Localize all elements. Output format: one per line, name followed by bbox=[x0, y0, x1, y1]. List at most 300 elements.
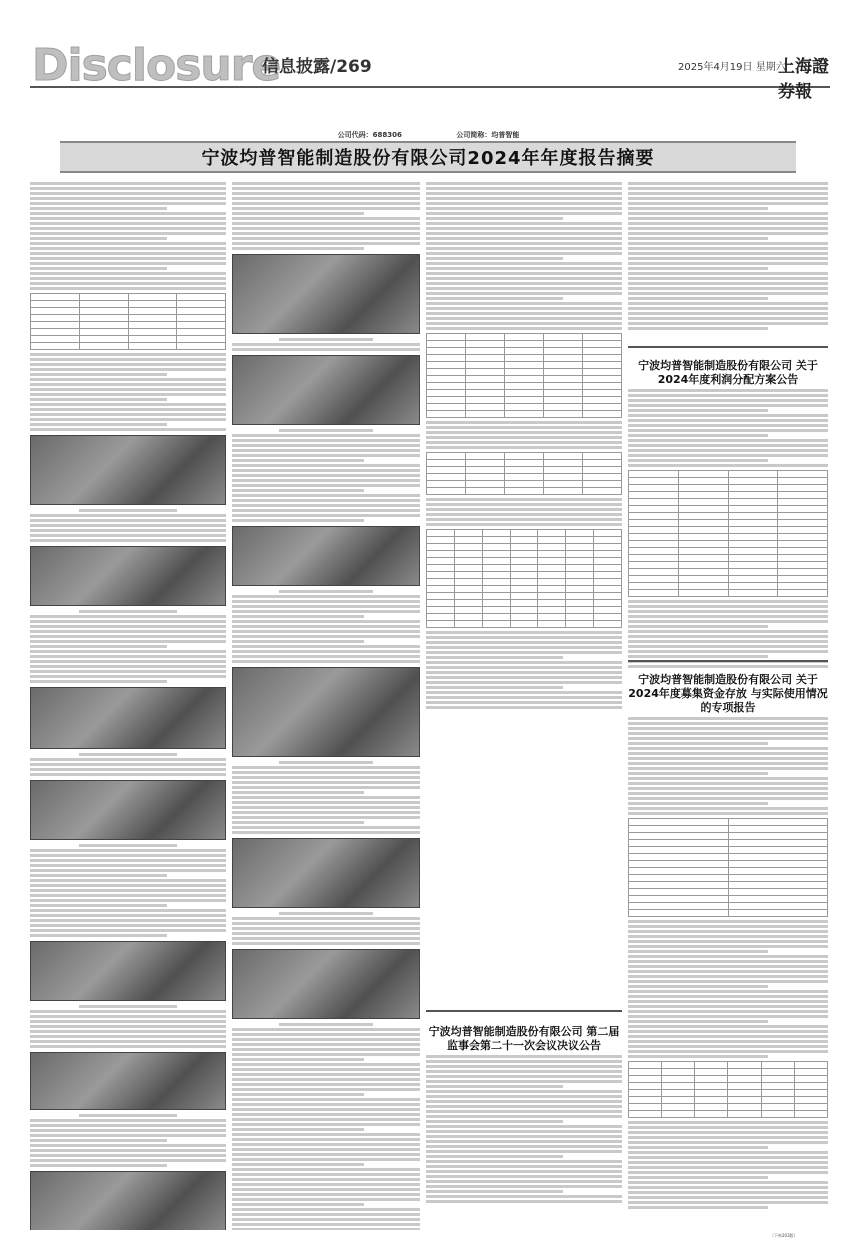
text-line bbox=[232, 1108, 420, 1111]
text-line bbox=[30, 645, 167, 648]
data-table bbox=[628, 818, 828, 917]
text-line bbox=[232, 625, 420, 628]
text-line bbox=[232, 1098, 420, 1101]
text-line bbox=[628, 287, 828, 290]
text-line bbox=[628, 1055, 768, 1058]
text-line bbox=[30, 899, 226, 902]
text-line bbox=[30, 257, 226, 260]
photo-caption bbox=[79, 753, 177, 756]
text-line bbox=[426, 1095, 622, 1098]
text-line bbox=[628, 940, 828, 943]
notice-header bbox=[628, 664, 828, 669]
text-line bbox=[426, 212, 622, 215]
text-line bbox=[426, 636, 622, 639]
column-4 bbox=[628, 180, 828, 340]
text-line bbox=[628, 742, 768, 745]
text-line bbox=[30, 272, 226, 275]
text-line bbox=[30, 378, 226, 381]
text-line bbox=[30, 197, 226, 200]
text-line bbox=[426, 1200, 622, 1203]
text-line bbox=[628, 257, 828, 260]
text-line bbox=[232, 1128, 364, 1131]
text-line bbox=[232, 444, 420, 447]
text-line bbox=[30, 763, 226, 766]
text-line bbox=[232, 1213, 420, 1216]
text-line bbox=[30, 413, 226, 416]
text-line bbox=[426, 1105, 622, 1108]
text-line bbox=[232, 831, 420, 834]
text-line bbox=[426, 503, 622, 506]
text-line bbox=[232, 816, 420, 819]
text-line bbox=[30, 1025, 226, 1028]
text-line bbox=[426, 508, 622, 511]
factory-photo bbox=[232, 667, 420, 757]
text-line bbox=[628, 732, 828, 735]
text-line bbox=[426, 421, 622, 424]
text-line bbox=[232, 217, 420, 220]
text-line bbox=[628, 722, 828, 725]
text-line bbox=[232, 479, 420, 482]
text-line bbox=[232, 1088, 420, 1091]
text-line bbox=[232, 1218, 420, 1221]
text-line bbox=[426, 691, 622, 694]
text-line bbox=[628, 317, 828, 320]
text-line bbox=[232, 1198, 420, 1201]
text-line bbox=[232, 1208, 420, 1211]
text-line bbox=[232, 514, 420, 517]
text-line bbox=[232, 771, 420, 774]
data-table bbox=[628, 1061, 828, 1118]
text-line bbox=[628, 1131, 828, 1134]
text-line bbox=[232, 182, 420, 185]
text-line bbox=[30, 358, 226, 361]
text-line bbox=[232, 1178, 420, 1181]
text-line bbox=[628, 217, 828, 220]
notice-title: 宁波均普智能制造股份有限公司 关于2024年度利润分配方案公告 bbox=[638, 359, 818, 386]
text-line bbox=[426, 666, 622, 669]
text-line bbox=[232, 645, 420, 648]
text-line bbox=[628, 752, 828, 755]
text-line bbox=[628, 600, 828, 603]
text-line bbox=[628, 777, 828, 780]
text-line bbox=[426, 1110, 622, 1113]
text-line bbox=[232, 343, 420, 346]
photo-caption bbox=[79, 610, 177, 613]
text-line bbox=[426, 631, 622, 634]
factory-photo bbox=[30, 941, 226, 1001]
text-line bbox=[628, 1005, 828, 1008]
column-1 bbox=[30, 180, 226, 1230]
text-line bbox=[232, 509, 420, 512]
text-line bbox=[232, 207, 420, 210]
data-table bbox=[426, 452, 622, 495]
text-line bbox=[426, 671, 622, 674]
text-line bbox=[232, 927, 420, 930]
text-line bbox=[628, 1030, 828, 1033]
text-line bbox=[30, 889, 226, 892]
text-line bbox=[628, 292, 828, 295]
text-line bbox=[232, 1143, 420, 1146]
text-line bbox=[628, 394, 828, 397]
text-line bbox=[426, 292, 622, 295]
text-line bbox=[628, 1121, 828, 1124]
column-2 bbox=[232, 180, 420, 1230]
notice-header bbox=[426, 1014, 622, 1019]
text-line bbox=[232, 766, 420, 769]
text-line bbox=[426, 182, 622, 185]
factory-photo bbox=[30, 1052, 226, 1110]
text-line bbox=[30, 1119, 226, 1122]
text-line bbox=[30, 1030, 226, 1033]
text-line bbox=[628, 950, 768, 953]
text-line bbox=[628, 930, 828, 933]
text-line bbox=[232, 1118, 420, 1121]
text-line bbox=[30, 207, 167, 210]
text-line bbox=[232, 801, 420, 804]
text-line bbox=[232, 439, 420, 442]
text-line bbox=[426, 513, 622, 516]
text-line bbox=[426, 197, 622, 200]
text-line bbox=[30, 670, 226, 673]
text-line bbox=[628, 935, 828, 938]
text-line bbox=[426, 1185, 622, 1188]
text-line bbox=[628, 610, 828, 613]
text-line bbox=[232, 484, 420, 487]
text-line bbox=[628, 459, 768, 462]
text-line bbox=[628, 1186, 828, 1189]
issue-date: 2025年4月19日 星期六 bbox=[678, 62, 786, 73]
text-line bbox=[426, 641, 622, 644]
text-line bbox=[30, 383, 226, 386]
text-line bbox=[232, 212, 364, 215]
text-line bbox=[426, 297, 563, 300]
text-line bbox=[426, 441, 622, 444]
text-line bbox=[628, 1015, 828, 1018]
text-line bbox=[232, 434, 420, 437]
text-line bbox=[30, 237, 167, 240]
text-line bbox=[232, 187, 420, 190]
text-line bbox=[30, 879, 226, 882]
text-line bbox=[426, 1170, 622, 1173]
text-line bbox=[426, 1060, 622, 1063]
text-line bbox=[628, 282, 828, 285]
text-line bbox=[30, 1035, 226, 1038]
text-line bbox=[232, 806, 420, 809]
text-line bbox=[232, 1038, 420, 1041]
company-code: 公司代码：688306 bbox=[337, 131, 402, 139]
text-line bbox=[628, 965, 828, 968]
text-line bbox=[426, 1080, 622, 1083]
text-line bbox=[232, 459, 364, 462]
text-line bbox=[30, 680, 167, 683]
text-line bbox=[426, 1070, 622, 1073]
text-line bbox=[30, 859, 226, 862]
text-line bbox=[232, 454, 420, 457]
text-line bbox=[30, 665, 226, 668]
text-line bbox=[232, 348, 420, 351]
text-line bbox=[30, 388, 226, 391]
text-line bbox=[30, 242, 226, 245]
text-line bbox=[30, 363, 226, 366]
text-line bbox=[426, 1130, 622, 1133]
text-line bbox=[30, 232, 226, 235]
text-line bbox=[426, 222, 622, 225]
text-line bbox=[426, 317, 622, 320]
fund-usage-notice bbox=[628, 660, 828, 1235]
text-line bbox=[426, 272, 622, 275]
text-line bbox=[232, 1223, 420, 1226]
text-line bbox=[628, 782, 828, 785]
text-line bbox=[232, 660, 420, 663]
text-line bbox=[30, 1129, 226, 1132]
photo-caption bbox=[279, 912, 373, 915]
factory-photo bbox=[30, 546, 226, 606]
text-line bbox=[628, 1141, 828, 1144]
text-line bbox=[426, 706, 622, 709]
text-line bbox=[232, 811, 420, 814]
text-line bbox=[30, 1020, 226, 1023]
photo-caption bbox=[279, 338, 373, 341]
top-margin bbox=[0, 0, 857, 34]
text-line bbox=[30, 650, 226, 653]
text-line bbox=[628, 645, 828, 648]
text-line bbox=[628, 1035, 828, 1038]
text-line bbox=[628, 192, 828, 195]
text-line bbox=[232, 655, 420, 658]
text-line bbox=[30, 393, 226, 396]
text-line bbox=[232, 796, 420, 799]
text-line bbox=[30, 655, 226, 658]
text-line bbox=[426, 1160, 622, 1163]
factory-photo bbox=[232, 838, 420, 908]
text-line bbox=[232, 791, 364, 794]
text-line bbox=[628, 650, 828, 653]
text-line bbox=[628, 434, 768, 437]
text-line bbox=[426, 651, 622, 654]
text-line bbox=[628, 207, 768, 210]
company-code-line bbox=[0, 130, 857, 140]
text-line bbox=[426, 247, 622, 250]
photo-caption bbox=[279, 429, 373, 432]
data-table bbox=[426, 529, 622, 628]
text-line bbox=[426, 426, 622, 429]
text-line bbox=[30, 615, 226, 618]
text-line bbox=[426, 267, 622, 270]
text-line bbox=[30, 262, 226, 265]
text-line bbox=[628, 252, 828, 255]
text-line bbox=[628, 389, 828, 392]
text-line bbox=[232, 1138, 420, 1141]
text-line bbox=[232, 1048, 420, 1051]
text-line bbox=[30, 854, 226, 857]
text-line bbox=[30, 212, 226, 215]
text-line bbox=[426, 1125, 622, 1128]
text-line bbox=[426, 1055, 622, 1058]
text-line bbox=[232, 1113, 420, 1116]
factory-photo bbox=[232, 949, 420, 1019]
text-line bbox=[232, 1228, 420, 1230]
text-line bbox=[232, 1043, 420, 1046]
text-line bbox=[628, 404, 828, 407]
text-line bbox=[426, 192, 622, 195]
text-line bbox=[30, 620, 226, 623]
text-line bbox=[628, 1025, 828, 1028]
text-line bbox=[628, 327, 768, 330]
text-line bbox=[628, 970, 828, 973]
text-line bbox=[628, 1206, 768, 1209]
text-line bbox=[30, 849, 226, 852]
text-line bbox=[30, 909, 226, 912]
text-line bbox=[628, 792, 828, 795]
text-line bbox=[628, 1146, 768, 1149]
text-line bbox=[628, 655, 768, 658]
text-line bbox=[426, 676, 622, 679]
text-line bbox=[426, 327, 622, 330]
report-title-bar bbox=[60, 141, 796, 173]
text-line bbox=[232, 202, 420, 205]
text-line bbox=[30, 282, 226, 285]
text-line bbox=[628, 237, 768, 240]
text-line bbox=[628, 449, 828, 452]
text-line bbox=[232, 917, 420, 920]
text-line bbox=[628, 727, 828, 730]
text-line bbox=[628, 454, 828, 457]
text-line bbox=[30, 524, 226, 527]
text-line bbox=[232, 1183, 420, 1186]
factory-photo bbox=[30, 780, 226, 840]
text-line bbox=[232, 1053, 420, 1056]
text-line bbox=[30, 864, 226, 867]
text-line bbox=[628, 802, 768, 805]
text-line bbox=[232, 605, 420, 608]
text-line bbox=[628, 227, 828, 230]
text-line bbox=[426, 207, 622, 210]
text-line bbox=[426, 1195, 622, 1198]
text-line bbox=[628, 635, 828, 638]
text-line bbox=[426, 307, 622, 310]
text-line bbox=[628, 995, 828, 998]
text-line bbox=[30, 1015, 226, 1018]
text-line bbox=[232, 942, 420, 945]
text-line bbox=[30, 353, 226, 356]
text-line bbox=[628, 247, 828, 250]
text-line bbox=[30, 914, 226, 917]
text-line bbox=[30, 1040, 226, 1043]
text-line bbox=[30, 625, 226, 628]
text-line bbox=[628, 1171, 828, 1174]
text-line bbox=[426, 1180, 622, 1183]
text-line bbox=[232, 1078, 420, 1081]
text-line bbox=[426, 237, 622, 240]
text-line bbox=[426, 252, 622, 255]
text-line bbox=[232, 635, 420, 638]
text-line bbox=[232, 247, 364, 250]
text-line bbox=[30, 222, 226, 225]
text-line bbox=[232, 1148, 420, 1151]
text-line bbox=[426, 1190, 563, 1193]
text-line bbox=[628, 424, 828, 427]
text-line bbox=[628, 960, 828, 963]
text-line bbox=[30, 247, 226, 250]
text-line bbox=[426, 1115, 622, 1118]
text-line bbox=[30, 368, 226, 371]
text-line bbox=[30, 660, 226, 663]
notice-body bbox=[628, 717, 828, 1209]
data-table bbox=[426, 333, 622, 418]
text-line bbox=[232, 499, 420, 502]
text-line bbox=[426, 287, 622, 290]
text-line bbox=[628, 272, 828, 275]
text-line bbox=[232, 494, 420, 497]
text-line bbox=[232, 1123, 420, 1126]
text-line bbox=[628, 762, 828, 765]
text-line bbox=[628, 1201, 828, 1204]
text-line bbox=[426, 227, 622, 230]
text-line bbox=[30, 894, 226, 897]
text-line bbox=[232, 1158, 420, 1161]
text-line bbox=[232, 1068, 420, 1071]
text-line bbox=[628, 1136, 828, 1139]
continued-page-ref: （下转203版） bbox=[770, 1233, 798, 1238]
text-line bbox=[30, 217, 226, 220]
text-line bbox=[30, 182, 226, 185]
factory-photo bbox=[232, 254, 420, 334]
notice-title: 宁波均普智能制造股份有限公司 第二届监事会第二十一次会议决议公告 bbox=[428, 1025, 620, 1052]
text-line bbox=[232, 776, 420, 779]
factory-photo bbox=[232, 355, 420, 425]
text-line bbox=[628, 1161, 828, 1164]
photo-caption bbox=[79, 1005, 177, 1008]
text-line bbox=[232, 1093, 364, 1096]
text-line bbox=[232, 1193, 420, 1196]
text-line bbox=[426, 1065, 622, 1068]
text-line bbox=[426, 656, 563, 659]
text-line bbox=[30, 514, 226, 517]
text-line bbox=[628, 1176, 768, 1179]
text-line bbox=[30, 1159, 226, 1162]
text-line bbox=[628, 640, 828, 643]
text-line bbox=[426, 1120, 563, 1123]
text-line bbox=[232, 1028, 420, 1031]
factory-photo bbox=[30, 1171, 226, 1230]
photo-caption bbox=[79, 1114, 177, 1117]
text-line bbox=[628, 262, 828, 265]
text-line bbox=[628, 945, 828, 948]
report-title: 宁波均普智能制造股份有限公司2024年年度报告摘要 bbox=[201, 148, 655, 169]
text-line bbox=[232, 1058, 364, 1061]
text-line bbox=[30, 1134, 226, 1137]
text-line bbox=[426, 1100, 622, 1103]
text-line bbox=[628, 605, 828, 608]
text-line bbox=[232, 469, 420, 472]
text-line bbox=[628, 439, 828, 442]
text-line bbox=[30, 403, 226, 406]
text-line bbox=[232, 1203, 364, 1206]
text-line bbox=[628, 1191, 828, 1194]
text-line bbox=[628, 767, 828, 770]
text-line bbox=[628, 242, 828, 245]
text-line bbox=[30, 1149, 226, 1152]
text-line bbox=[628, 464, 828, 467]
text-line bbox=[628, 1050, 828, 1053]
text-line bbox=[232, 222, 420, 225]
text-line bbox=[628, 197, 828, 200]
text-line bbox=[628, 302, 828, 305]
text-line bbox=[628, 222, 828, 225]
factory-photo bbox=[30, 687, 226, 749]
text-line bbox=[30, 904, 167, 907]
text-line bbox=[30, 640, 226, 643]
